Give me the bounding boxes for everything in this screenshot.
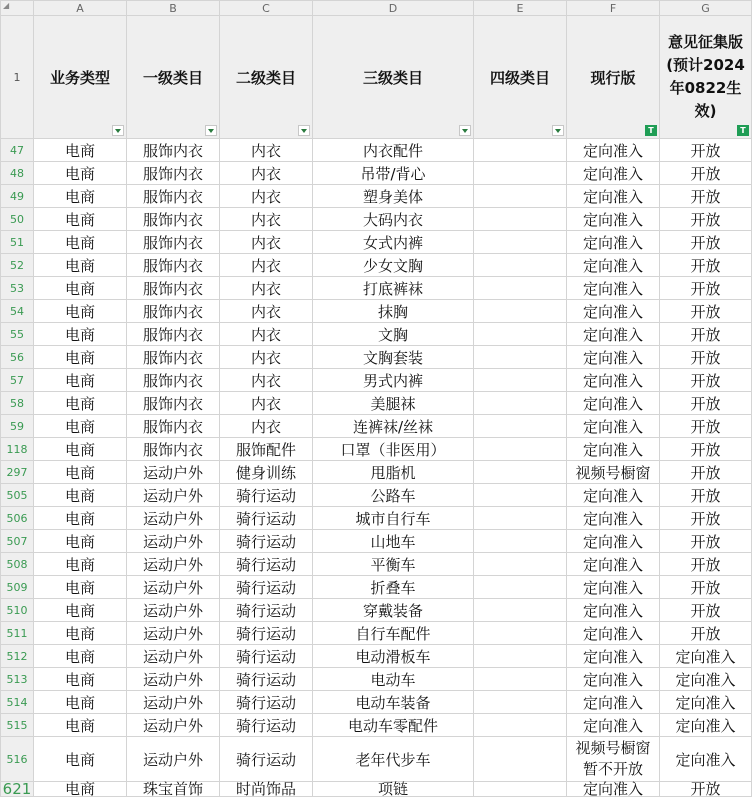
cell-draft-version[interactable]: 开放 [660, 300, 752, 323]
cell-draft-version[interactable]: 开放 [660, 139, 752, 162]
cell-category-1[interactable]: 服饰内衣 [127, 185, 220, 208]
table-row [1, 737, 752, 782]
cell-category-1[interactable]: 服饰内衣 [127, 277, 220, 300]
cell-category-3[interactable]: 大码内衣 [313, 208, 474, 231]
cell-category-1[interactable]: 服饰内衣 [127, 162, 220, 185]
table-row [1, 254, 752, 277]
table-row [1, 208, 752, 231]
select-all-corner[interactable] [1, 1, 34, 16]
table-row [1, 162, 752, 185]
cell-category-2[interactable]: 内衣 [220, 415, 313, 438]
cell-category-2[interactable]: 内衣 [220, 346, 313, 369]
table-row [1, 691, 752, 714]
cell-category-1[interactable]: 运动户外 [127, 622, 220, 645]
table-row [1, 231, 752, 254]
table-row [1, 645, 752, 668]
row-header[interactable]: 58 [1, 392, 34, 415]
cell-category-2[interactable]: 骑行运动 [220, 553, 313, 576]
header-label: 现行版 [590, 68, 636, 87]
cell-category-3[interactable]: 吊带/背心 [313, 162, 474, 185]
cell-draft-version[interactable]: 开放 [660, 507, 752, 530]
cell-category-1[interactable]: 服饰内衣 [127, 300, 220, 323]
table-row [1, 461, 752, 484]
cell-current-version[interactable]: 定向准入 [567, 507, 660, 530]
row-header[interactable]: 508 [1, 553, 34, 576]
cell-draft-version[interactable]: 开放 [660, 162, 752, 185]
cell-current-version[interactable]: 定向准入 [567, 691, 660, 714]
cell-category-3[interactable]: 折叠车 [313, 576, 474, 599]
cell-current-version[interactable]: 定向准入 [567, 782, 660, 797]
header-label: 四级类目 [489, 68, 550, 87]
cell-current-version[interactable]: 定向准入 [567, 530, 660, 553]
cell-business-type[interactable]: 电商 [34, 369, 127, 392]
row-header[interactable]: 53 [1, 277, 34, 300]
cell-category-4[interactable] [474, 300, 567, 323]
cell-category-2[interactable]: 骑行运动 [220, 645, 313, 668]
cell-category-2[interactable]: 内衣 [220, 392, 313, 415]
cell-category-1[interactable]: 运动户外 [127, 714, 220, 737]
cell-category-2[interactable]: 时尚饰品 [220, 782, 313, 797]
cell-draft-version[interactable]: 开放 [660, 254, 752, 277]
row-header[interactable]: 56 [1, 346, 34, 369]
cell-business-type[interactable]: 电商 [34, 782, 127, 797]
cell-business-type[interactable]: 电商 [34, 576, 127, 599]
cell-draft-version[interactable]: 定向准入 [660, 645, 752, 668]
cell-category-4[interactable] [474, 323, 567, 346]
column-header-a[interactable]: A [34, 1, 127, 16]
cell-current-version[interactable]: 定向准入 [567, 714, 660, 737]
cell-category-3[interactable]: 打底裤袜 [313, 277, 474, 300]
cell-category-3[interactable]: 文胸套装 [313, 346, 474, 369]
cell-category-1[interactable]: 服饰内衣 [127, 323, 220, 346]
filter-dropdown-icon[interactable] [459, 125, 471, 136]
row-header[interactable]: 51 [1, 231, 34, 254]
table-row [1, 622, 752, 645]
cell-category-3[interactable]: 女式内裤 [313, 231, 474, 254]
cell-category-4[interactable] [474, 737, 567, 782]
cell-category-3[interactable]: 电动车 [313, 668, 474, 691]
cell-category-4[interactable] [474, 415, 567, 438]
cell-category-4[interactable] [474, 691, 567, 714]
cell-category-1[interactable]: 珠宝首饰 [127, 782, 220, 797]
table-row [1, 714, 752, 737]
row-header[interactable]: 59 [1, 415, 34, 438]
corner-triangle-icon: ◢ [3, 1, 10, 10]
header-label: 三级类目 [362, 68, 423, 87]
cell-category-3[interactable]: 自行车配件 [313, 622, 474, 645]
cell-category-3[interactable]: 穿戴装备 [313, 599, 474, 622]
cell-current-version[interactable]: 定向准入 [567, 231, 660, 254]
cell-category-3[interactable]: 连裤袜/丝袜 [313, 415, 474, 438]
cell-category-4[interactable] [474, 668, 567, 691]
cell-category-1[interactable]: 运动户外 [127, 668, 220, 691]
cell-category-4[interactable] [474, 599, 567, 622]
cell-category-2[interactable]: 内衣 [220, 369, 313, 392]
cell-draft-version[interactable]: 开放 [660, 461, 752, 484]
cell-category-2[interactable]: 内衣 [220, 231, 313, 254]
cell-category-4[interactable] [474, 277, 567, 300]
row-header[interactable]: 512 [1, 645, 34, 668]
cell-category-3[interactable]: 公路车 [313, 484, 474, 507]
cell-category-1[interactable]: 服饰内衣 [127, 369, 220, 392]
cell-business-type[interactable]: 电商 [34, 438, 127, 461]
table-row [1, 599, 752, 622]
cell-category-1[interactable]: 运动户外 [127, 691, 220, 714]
cell-category-4[interactable] [474, 254, 567, 277]
cell-business-type[interactable]: 电商 [34, 139, 127, 162]
cell-current-version[interactable]: 定向准入 [567, 323, 660, 346]
header-cell-draft-version[interactable] [660, 16, 752, 139]
cell-business-type[interactable]: 电商 [34, 323, 127, 346]
cell-category-1[interactable]: 服饰内衣 [127, 415, 220, 438]
row-header[interactable]: 118 [1, 438, 34, 461]
row-header[interactable]: 515 [1, 714, 34, 737]
cell-category-2[interactable]: 骑行运动 [220, 622, 313, 645]
cell-current-version[interactable]: 定向准入 [567, 277, 660, 300]
row-header[interactable]: 49 [1, 185, 34, 208]
table-row [1, 484, 752, 507]
cell-draft-version[interactable]: 开放 [660, 484, 752, 507]
cell-category-2[interactable]: 内衣 [220, 254, 313, 277]
cell-business-type[interactable]: 电商 [34, 622, 127, 645]
cell-category-3[interactable]: 男式内裤 [313, 369, 474, 392]
table-row [1, 438, 752, 461]
cell-category-3[interactable]: 平衡车 [313, 553, 474, 576]
cell-business-type[interactable]: 电商 [34, 599, 127, 622]
cell-current-version[interactable]: 定向准入 [567, 668, 660, 691]
cell-category-1[interactable]: 服饰内衣 [127, 254, 220, 277]
cell-business-type[interactable]: 电商 [34, 737, 127, 782]
filter-active-icon[interactable]: T [737, 125, 749, 136]
cell-current-version[interactable]: 定向准入 [567, 415, 660, 438]
row-header[interactable]: 516 [1, 737, 34, 782]
cell-category-4[interactable] [474, 231, 567, 254]
cell-category-4[interactable] [474, 162, 567, 185]
column-header-g[interactable]: G [660, 1, 752, 16]
row-header[interactable]: 50 [1, 208, 34, 231]
row-header[interactable]: 52 [1, 254, 34, 277]
cell-category-4[interactable] [474, 346, 567, 369]
cell-draft-version[interactable]: 开放 [660, 346, 752, 369]
cell-business-type[interactable]: 电商 [34, 668, 127, 691]
cell-category-4[interactable] [474, 507, 567, 530]
row-header[interactable]: 47 [1, 139, 34, 162]
cell-draft-version[interactable]: 定向准入 [660, 737, 752, 782]
table-row [1, 507, 752, 530]
row-header[interactable]: 621 [1, 782, 34, 797]
table-row [1, 323, 752, 346]
table-row [1, 369, 752, 392]
cell-current-version[interactable]: 定向准入 [567, 185, 660, 208]
cell-category-3[interactable]: 电动车零配件 [313, 714, 474, 737]
cell-draft-version[interactable]: 开放 [660, 782, 752, 797]
header-row [1, 16, 752, 139]
row-header[interactable]: 513 [1, 668, 34, 691]
cell-category-2[interactable]: 内衣 [220, 300, 313, 323]
cell-category-4[interactable] [474, 714, 567, 737]
cell-category-3[interactable]: 电动滑板车 [313, 645, 474, 668]
filter-dropdown-icon[interactable] [552, 125, 564, 136]
cell-business-type[interactable]: 电商 [34, 507, 127, 530]
row-header[interactable]: 507 [1, 530, 34, 553]
cell-category-3[interactable]: 抹胸 [313, 300, 474, 323]
table-row [1, 277, 752, 300]
cell-business-type[interactable]: 电商 [34, 645, 127, 668]
cell-business-type[interactable]: 电商 [34, 461, 127, 484]
cell-category-2[interactable]: 骑行运动 [220, 714, 313, 737]
cell-category-1[interactable]: 服饰内衣 [127, 231, 220, 254]
cell-business-type[interactable]: 电商 [34, 484, 127, 507]
column-header-e[interactable]: E [474, 1, 567, 16]
column-header-d[interactable]: D [313, 1, 474, 16]
cell-category-3[interactable]: 老年代步车 [313, 737, 474, 782]
cell-category-4[interactable] [474, 208, 567, 231]
row-header[interactable]: 57 [1, 369, 34, 392]
cell-category-1[interactable]: 运动户外 [127, 737, 220, 782]
cell-category-1[interactable]: 服饰内衣 [127, 139, 220, 162]
cell-category-3[interactable]: 美腿袜 [313, 392, 474, 415]
header-label: 业务类型 [49, 68, 110, 87]
cell-category-2[interactable]: 内衣 [220, 185, 313, 208]
cell-category-2[interactable]: 内衣 [220, 277, 313, 300]
cell-category-2[interactable]: 骑行运动 [220, 668, 313, 691]
header-cell-category-2[interactable] [220, 16, 313, 139]
cell-draft-version[interactable]: 开放 [660, 576, 752, 599]
cell-current-version[interactable]: 定向准入 [567, 392, 660, 415]
table-row [1, 668, 752, 691]
cell-draft-version[interactable]: 开放 [660, 277, 752, 300]
cell-category-3[interactable]: 电动车装备 [313, 691, 474, 714]
cell-category-4[interactable] [474, 622, 567, 645]
cell-draft-version[interactable]: 开放 [660, 323, 752, 346]
column-header-row [1, 1, 752, 16]
header-cell-current-version[interactable] [567, 16, 660, 139]
row-header[interactable]: 505 [1, 484, 34, 507]
cell-current-version[interactable]: 定向准入 [567, 139, 660, 162]
header-cell-business-type[interactable] [34, 16, 127, 139]
cell-category-1[interactable]: 运动户外 [127, 599, 220, 622]
cell-category-4[interactable] [474, 369, 567, 392]
cell-current-version[interactable]: 定向准入 [567, 599, 660, 622]
cell-category-4[interactable] [474, 645, 567, 668]
cell-category-2[interactable]: 骑行运动 [220, 576, 313, 599]
cell-business-type[interactable]: 电商 [34, 231, 127, 254]
row-header[interactable]: 514 [1, 691, 34, 714]
cell-current-version[interactable]: 定向准入 [567, 622, 660, 645]
row-header[interactable]: 55 [1, 323, 34, 346]
cell-category-2[interactable]: 健身训练 [220, 461, 313, 484]
cell-draft-version[interactable]: 开放 [660, 622, 752, 645]
header-cell-category-1[interactable] [127, 16, 220, 139]
cell-category-2[interactable]: 内衣 [220, 208, 313, 231]
cell-business-type[interactable]: 电商 [34, 346, 127, 369]
cell-business-type[interactable]: 电商 [34, 415, 127, 438]
cell-business-type[interactable]: 电商 [34, 277, 127, 300]
cell-category-4[interactable] [474, 139, 567, 162]
cell-category-4[interactable] [474, 553, 567, 576]
cell-business-type[interactable]: 电商 [34, 530, 127, 553]
table-row [1, 392, 752, 415]
cell-draft-version[interactable]: 开放 [660, 599, 752, 622]
cell-category-3[interactable]: 内衣配件 [313, 139, 474, 162]
cell-category-2[interactable]: 内衣 [220, 323, 313, 346]
cell-category-4[interactable] [474, 484, 567, 507]
cell-business-type[interactable]: 电商 [34, 185, 127, 208]
cell-category-1[interactable]: 运动户外 [127, 553, 220, 576]
header-label: 一级类目 [142, 68, 203, 87]
cell-current-version[interactable]: 定向准入 [567, 300, 660, 323]
cell-category-2[interactable]: 骑行运动 [220, 691, 313, 714]
cell-category-4[interactable] [474, 576, 567, 599]
cell-business-type[interactable]: 电商 [34, 392, 127, 415]
table-row [1, 415, 752, 438]
cell-category-2[interactable]: 骑行运动 [220, 484, 313, 507]
row-header[interactable]: 48 [1, 162, 34, 185]
cell-category-1[interactable]: 运动户外 [127, 461, 220, 484]
filter-active-icon[interactable]: T [645, 125, 657, 136]
cell-category-4[interactable] [474, 782, 567, 797]
cell-category-4[interactable] [474, 530, 567, 553]
cell-draft-version[interactable]: 开放 [660, 369, 752, 392]
cell-category-4[interactable] [474, 461, 567, 484]
cell-business-type[interactable]: 电商 [34, 553, 127, 576]
header-label: 二级类目 [235, 68, 296, 87]
row-header[interactable]: 506 [1, 507, 34, 530]
table-row [1, 782, 752, 797]
cell-current-version[interactable]: 定向准入 [567, 484, 660, 507]
cell-draft-version[interactable]: 开放 [660, 553, 752, 576]
cell-current-version[interactable]: 视频号橱窗 暂不开放 [567, 737, 660, 782]
cell-category-2[interactable]: 骑行运动 [220, 530, 313, 553]
table-row [1, 553, 752, 576]
cell-category-1[interactable]: 服饰内衣 [127, 346, 220, 369]
table-row [1, 185, 752, 208]
cell-current-version[interactable]: 定向准入 [567, 208, 660, 231]
cell-category-1[interactable]: 运动户外 [127, 484, 220, 507]
cell-business-type[interactable]: 电商 [34, 300, 127, 323]
cell-current-version[interactable]: 定向准入 [567, 553, 660, 576]
cell-category-2[interactable]: 骑行运动 [220, 599, 313, 622]
cell-category-3[interactable]: 塑身美体 [313, 185, 474, 208]
header-cell-category-3[interactable] [313, 16, 474, 139]
cell-category-1[interactable]: 运动户外 [127, 576, 220, 599]
table-row [1, 530, 752, 553]
header-label: 意见征集版(预计2024年0822生效) [666, 33, 745, 120]
cell-category-4[interactable] [474, 438, 567, 461]
cell-current-version[interactable]: 定向准入 [567, 645, 660, 668]
row-header[interactable]: 509 [1, 576, 34, 599]
column-header-f[interactable]: F [567, 1, 660, 16]
row-header[interactable]: 511 [1, 622, 34, 645]
cell-business-type[interactable]: 电商 [34, 162, 127, 185]
cell-draft-version[interactable]: 开放 [660, 231, 752, 254]
filter-dropdown-icon[interactable] [112, 125, 124, 136]
cell-draft-version[interactable]: 开放 [660, 185, 752, 208]
column-header-c[interactable]: C [220, 1, 313, 16]
cell-category-1[interactable]: 运动户外 [127, 507, 220, 530]
cell-category-3[interactable]: 城市自行车 [313, 507, 474, 530]
cell-category-1[interactable]: 服饰内衣 [127, 208, 220, 231]
cell-category-2[interactable]: 服饰配件 [220, 438, 313, 461]
cell-business-type[interactable]: 电商 [34, 714, 127, 737]
cell-draft-version[interactable]: 开放 [660, 208, 752, 231]
cell-category-3[interactable]: 口罩（非医用） [313, 438, 474, 461]
cell-current-version[interactable]: 定向准入 [567, 162, 660, 185]
cell-draft-version[interactable]: 定向准入 [660, 691, 752, 714]
row-header[interactable]: 1 [1, 16, 34, 139]
table-row [1, 300, 752, 323]
table-row [1, 139, 752, 162]
row-header[interactable]: 54 [1, 300, 34, 323]
table-row [1, 346, 752, 369]
cell-current-version[interactable]: 定向准入 [567, 369, 660, 392]
row-header[interactable]: 297 [1, 461, 34, 484]
filter-dropdown-icon[interactable] [205, 125, 217, 136]
cell-draft-version[interactable]: 定向准入 [660, 714, 752, 737]
cell-category-1[interactable]: 运动户外 [127, 645, 220, 668]
cell-category-4[interactable] [474, 392, 567, 415]
cell-current-version[interactable]: 定向准入 [567, 254, 660, 277]
row-header[interactable]: 510 [1, 599, 34, 622]
cell-category-3[interactable]: 少女文胸 [313, 254, 474, 277]
cell-current-version[interactable]: 定向准入 [567, 346, 660, 369]
cell-draft-version[interactable]: 开放 [660, 530, 752, 553]
cell-current-version[interactable]: 定向准入 [567, 576, 660, 599]
cell-category-2[interactable]: 骑行运动 [220, 737, 313, 782]
cell-draft-version[interactable]: 开放 [660, 415, 752, 438]
cell-category-1[interactable]: 运动户外 [127, 530, 220, 553]
cell-category-3[interactable]: 文胸 [313, 323, 474, 346]
cell-business-type[interactable]: 电商 [34, 254, 127, 277]
cell-category-2[interactable]: 内衣 [220, 162, 313, 185]
cell-category-2[interactable]: 骑行运动 [220, 507, 313, 530]
cell-category-3[interactable]: 山地车 [313, 530, 474, 553]
cell-draft-version[interactable]: 开放 [660, 438, 752, 461]
header-cell-category-4[interactable] [474, 16, 567, 139]
cell-category-2[interactable]: 内衣 [220, 139, 313, 162]
table-row [1, 576, 752, 599]
cell-category-4[interactable] [474, 185, 567, 208]
cell-draft-version[interactable]: 开放 [660, 392, 752, 415]
cell-current-version[interactable]: 视频号橱窗 [567, 461, 660, 484]
cell-category-3[interactable]: 项链 [313, 782, 474, 797]
cell-category-1[interactable]: 服饰内衣 [127, 392, 220, 415]
cell-business-type[interactable]: 电商 [34, 208, 127, 231]
column-header-b[interactable]: B [127, 1, 220, 16]
cell-category-1[interactable]: 服饰内衣 [127, 438, 220, 461]
cell-current-version[interactable]: 定向准入 [567, 438, 660, 461]
cell-category-3[interactable]: 甩脂机 [313, 461, 474, 484]
filter-dropdown-icon[interactable] [298, 125, 310, 136]
cell-business-type[interactable]: 电商 [34, 691, 127, 714]
cell-draft-version[interactable]: 定向准入 [660, 668, 752, 691]
